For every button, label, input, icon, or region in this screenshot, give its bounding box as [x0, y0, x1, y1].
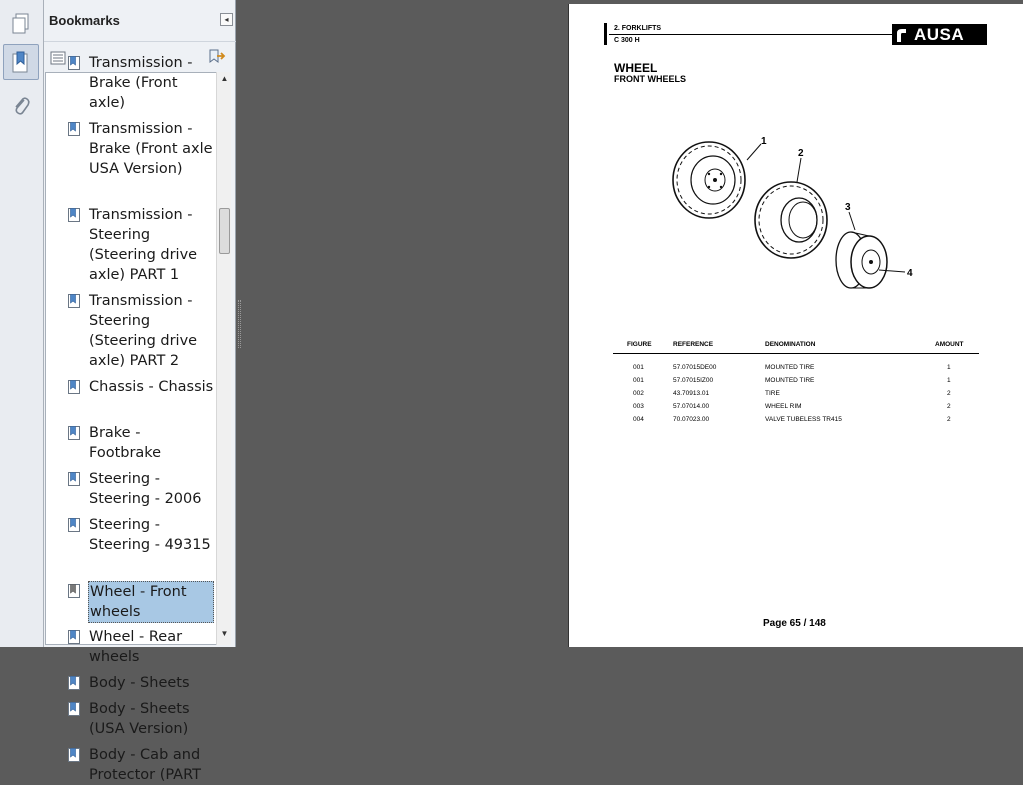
- bookmark-icon: [68, 294, 80, 308]
- bookmark-item[interactable]: [46, 469, 216, 509]
- col-denomination: DENOMINATION: [765, 341, 816, 348]
- bookmark-item[interactable]: [46, 581, 216, 621]
- cell-figure: 002: [633, 390, 644, 397]
- bookmark-item[interactable]: [46, 377, 216, 417]
- wheel-rim-drawing: [836, 232, 887, 288]
- bookmark-item[interactable]: [46, 205, 216, 285]
- bookmark-icon: [68, 208, 80, 222]
- cell-figure: 003: [633, 403, 644, 410]
- bookmark-icon: [68, 584, 80, 598]
- page-number: Page 65 / 148: [763, 618, 826, 629]
- cell-reference: 57.07015IZ00: [673, 377, 714, 384]
- attachments-icon[interactable]: [3, 88, 39, 124]
- cell-amount: 2: [947, 416, 951, 423]
- scroll-thumb[interactable]: [219, 208, 230, 254]
- bookmark-item[interactable]: [46, 627, 216, 667]
- bookmark-label: Wheel - Front wheels: [88, 581, 214, 623]
- page-subtitle: FRONT WHEELS: [614, 74, 686, 84]
- mounted-tire-drawing: [673, 142, 745, 218]
- wheel-exploded-drawing: [669, 132, 929, 292]
- table-row: [613, 364, 979, 377]
- bookmark-label: Transmission - Brake (Front axle USA Version): [89, 121, 213, 177]
- callout-4: 4: [907, 268, 913, 279]
- callout-3: 3: [845, 202, 851, 213]
- logo-mark-icon: [892, 24, 910, 45]
- collapse-panel-button[interactable]: ◂: [220, 13, 233, 26]
- bookmark-label: Body - Sheets: [89, 675, 190, 691]
- bookmark-item[interactable]: [46, 515, 216, 575]
- header-model: C 300 H: [614, 37, 640, 44]
- cell-figure: 004: [633, 416, 644, 423]
- bookmark-item[interactable]: [46, 673, 216, 693]
- scroll-up-arrow-icon[interactable]: ▲: [220, 74, 229, 83]
- header-bar: [604, 23, 607, 45]
- scroll-down-arrow-icon[interactable]: ▼: [220, 629, 229, 638]
- bookmark-label: Steering - Steering - 2006: [89, 471, 202, 507]
- bookmarks-icon[interactable]: [3, 44, 39, 80]
- pages-icon[interactable]: [3, 6, 39, 42]
- bookmark-icon: [68, 56, 80, 70]
- header-section: 2. FORKLIFTS: [614, 25, 662, 32]
- bookmark-icon: [68, 122, 80, 136]
- cell-amount: 2: [947, 390, 951, 397]
- bookmark-label: Transmission - Steering (Steering drive axle) PART 2: [89, 293, 198, 369]
- cell-amount: 1: [947, 377, 951, 384]
- cell-reference: 43.70913.01: [673, 390, 710, 397]
- bookmark-item[interactable]: [46, 291, 216, 371]
- bookmark-item[interactable]: [46, 745, 216, 785]
- table-row: [613, 390, 979, 403]
- bookmark-icon: [68, 702, 80, 716]
- bookmark-icon: [68, 518, 80, 532]
- bookmark-item[interactable]: [46, 53, 216, 113]
- bookmark-icon: [68, 472, 80, 486]
- tire-drawing: [755, 182, 827, 258]
- cell-amount: 2: [947, 403, 951, 410]
- col-amount: AMOUNT: [935, 341, 964, 348]
- logo-text: AUSA: [914, 24, 965, 44]
- cell-denomination: WHEEL RIM: [765, 403, 802, 410]
- cell-denomination: TIRE: [765, 390, 780, 397]
- bookmark-icon: [68, 426, 80, 440]
- cell-reference: 57.07014.00: [673, 403, 710, 410]
- cell-denomination: VALVE TUBELESS TR415: [765, 416, 842, 423]
- bookmark-label: Transmission - Brake (Front axle): [89, 55, 193, 111]
- bookmark-item[interactable]: [46, 699, 216, 739]
- table-header: [613, 338, 979, 354]
- cell-denomination: MOUNTED TIRE: [765, 364, 815, 371]
- bookmark-label: Body - Cab and Protector (PART: [89, 747, 201, 783]
- cell-reference: 57.07015DE00: [673, 364, 717, 371]
- cell-figure: 001: [633, 377, 644, 384]
- callout-2: 2: [798, 148, 804, 159]
- bookmark-label: Chassis - Chassis: [89, 379, 214, 395]
- cell-denomination: MOUNTED TIRE: [765, 377, 815, 384]
- panel-title: Bookmarks: [49, 13, 120, 28]
- bookmark-label: Body - Sheets (USA Version): [89, 701, 190, 737]
- cell-amount: 1: [947, 364, 951, 371]
- callout-1: 1: [761, 136, 767, 147]
- bookmark-label: Transmission - Steering (Steering drive axle) PART 1: [89, 207, 198, 283]
- bookmark-icon: [68, 380, 80, 394]
- table-row: [613, 403, 979, 416]
- bookmark-icon: [68, 748, 80, 762]
- bookmark-icon: [68, 630, 80, 644]
- table-row: [613, 416, 979, 429]
- page-title: WHEEL: [614, 61, 658, 75]
- header-rule: [609, 34, 894, 35]
- col-reference: REFERENCE: [673, 341, 714, 348]
- document-page: [568, 4, 1023, 647]
- bookmark-label: Brake - Footbrake: [89, 425, 162, 461]
- bookmark-tree: [45, 55, 217, 783]
- cell-figure: 001: [633, 364, 644, 371]
- table-row: [613, 377, 979, 390]
- bookmark-icon: [68, 676, 80, 690]
- ausa-logo: [892, 24, 987, 45]
- splitter-grip[interactable]: [238, 300, 241, 348]
- bookmark-item[interactable]: [46, 119, 216, 199]
- col-figure: FIGURE: [627, 341, 652, 348]
- bookmarks-panel: [44, 0, 236, 783]
- bookmarks-scrollbar[interactable]: [216, 72, 231, 645]
- navigation-rail: [0, 0, 44, 647]
- bookmark-item[interactable]: [46, 423, 216, 463]
- cell-reference: 70.07023.00: [673, 416, 710, 423]
- bookmark-label: Wheel - Rear wheels: [89, 629, 183, 665]
- panel-header: [44, 0, 236, 42]
- bookmark-label: Steering - Steering - 49315: [89, 517, 211, 553]
